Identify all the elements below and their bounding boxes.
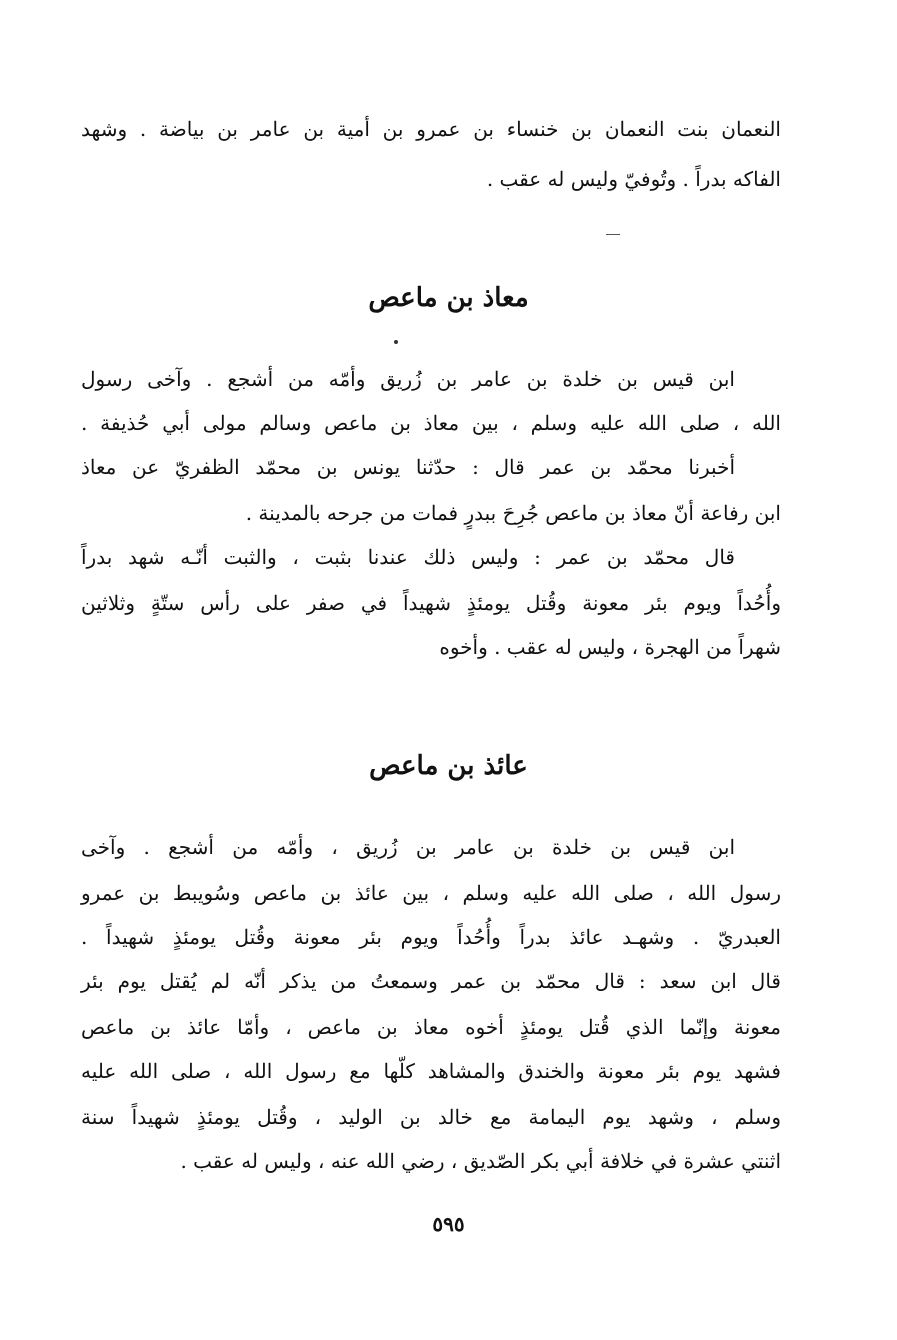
- muadh-line-6: وأُحُداً ويوم بئر معونة وقُتل يومئذٍ شهيداً في صفر على رأس ستّةٍ وثلاثين: [81, 591, 781, 615]
- intro-line-1: النعمان بنت النعمان بن خنساء بن عمرو بن أمية بن عامر بن بياضة . وشهد: [81, 117, 781, 141]
- aidh-line-1: ابن قيس بن خلدة بن عامر بن زُريق ، وأمّه من أشجع . وآخى: [81, 835, 735, 859]
- aidh-line-6: فشهد يوم بئر معونة والخندق والمشاهد كلّها مع رسول الله ، صلى الله عليه: [81, 1059, 781, 1083]
- muadh-line-2: الله ، صلى الله عليه وسلم ، بين معاذ بن ماعص وسالم مولى أبي حُذيفة .: [81, 411, 781, 435]
- muadh-line-5: قال محمّد بن عمر : وليس ذلك عندنا بثبت ، والثبت أنّـه شهد بدراً: [81, 545, 735, 569]
- heading-aidh: عائذ بن ماعص: [369, 751, 528, 781]
- aidh-line-3: العبدريّ . وشهـد عائذ بدراً وأُحُداً ويوم بئر معونة وقُتل يومئذٍ شهيداً .: [81, 925, 781, 949]
- separator-mark: [606, 234, 620, 235]
- ornament-dot: [394, 340, 398, 344]
- heading-muadh: معاذ بن ماعص: [368, 283, 529, 313]
- page-number: ٥٩٥: [432, 1212, 465, 1236]
- aidh-line-2: رسول الله ، صلى الله عليه وسلم ، بين عائذ بن ماعص وسُويبط بن عمرو: [81, 881, 781, 905]
- aidh-line-8: اثنتي عشرة في خلافة أبي بكر الصّديق ، رضي الله عنه ، وليس له عقب .: [180, 1149, 781, 1173]
- intro-line-2: الفاكه بدراً . وتُوفيّ وليس له عقب .: [486, 167, 781, 191]
- muadh-line-1: ابن قيس بن خلدة بن عامر بن زُريق وأمّه من أشجع . وآخى رسول: [81, 367, 735, 391]
- muadh-line-7: شهراً من الهجرة ، وليس له عقب . وأخوه: [439, 635, 781, 659]
- aidh-line-7: وسلم ، وشهد يوم اليمامة مع خالد بن الوليد ، وقُتل يومئذٍ شهيداً سنة: [81, 1105, 781, 1129]
- muadh-line-3: أخبرنا محمّد بن عمر قال : حدّثنا يونس بن محمّد الظفريّ عن معاذ: [81, 455, 735, 479]
- muadh-line-4: ابن رفاعة أنّ معاذ بن ماعص جُرِحَ ببدرٍ فمات من جرحه بالمدينة .: [245, 501, 781, 525]
- aidh-line-4: قال ابن سعد : قال محمّد بن عمر وسمعتُ من يذكر أنّه لم يُقتل يوم بئر: [81, 969, 781, 993]
- aidh-line-5: معونة وإنّما الذي قُتل يومئذٍ أخوه معاذ بن ماعص ، وأمّا عائذ بن ماعص: [81, 1015, 781, 1039]
